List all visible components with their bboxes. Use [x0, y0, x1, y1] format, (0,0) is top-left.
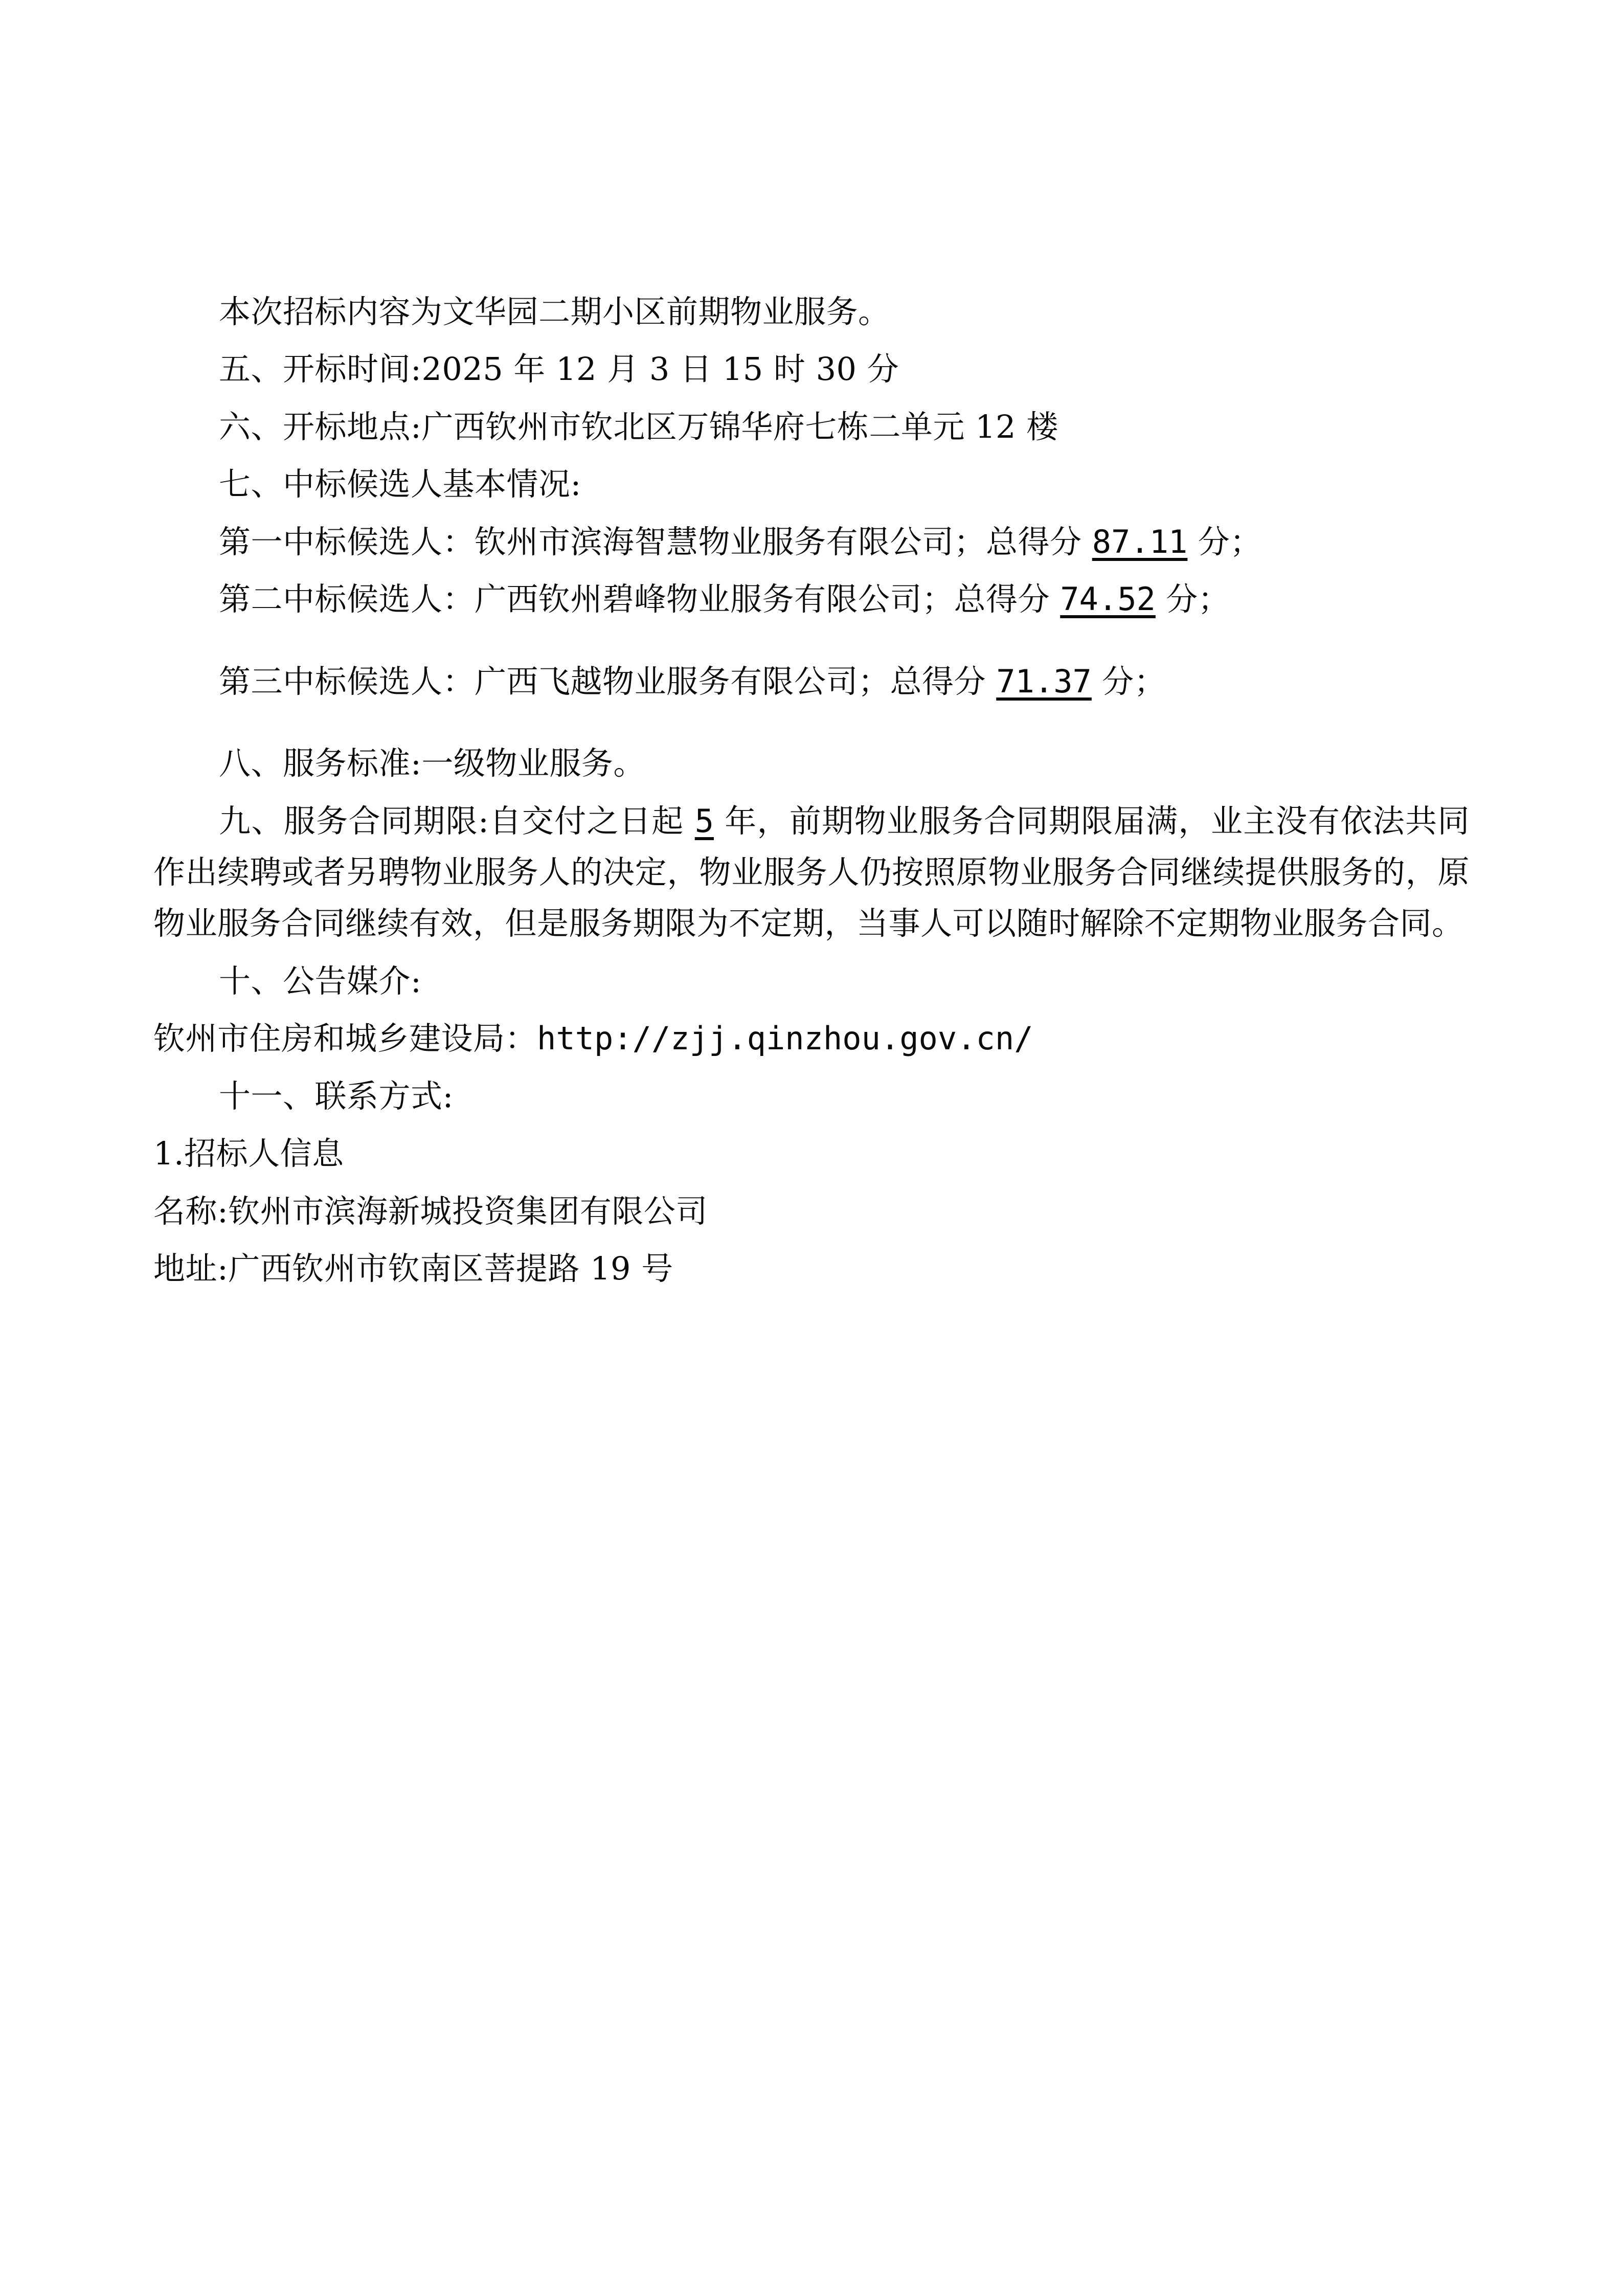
bid-opening-place: 六、开标地点:广西钦州市钦北区万锦华府七栋二单元 12 楼 [219, 408, 1058, 445]
candidate-first-suffix: 分； [1187, 523, 1262, 560]
contract-term-years: 5 [694, 802, 714, 840]
media-url[interactable]: http://zjj.qinzhou.gov.cn/ [537, 1020, 1033, 1057]
candidate-second-score: 74.52 [1060, 580, 1156, 618]
scope-paragraph: 本次招标内容为文华园二期小区前期物业服务。 [219, 293, 890, 330]
candidate-second-prefix: 第二中标候选人：广西钦州碧峰物业服务有限公司；总得分 [219, 580, 1061, 618]
media-label: 钦州市住房和城乡建设局： [153, 1020, 537, 1057]
candidate-first-score: 87.11 [1092, 523, 1188, 560]
tenderer-name: 名称:钦州市滨海新城投资集团有限公司 [153, 1192, 708, 1230]
contract-term-prefix: 九、服务合同期限:自交付之日起 [219, 802, 695, 840]
candidates-heading: 七、中标候选人基本情况: [219, 465, 581, 503]
candidate-third [153, 656, 1470, 707]
service-standard: 八、服务标准:一级物业服务。 [219, 745, 645, 782]
bid-opening-time: 五、开标时间:2025 年 12 月 3 日 15 时 30 分 [219, 350, 899, 388]
candidate-third-score: 71.37 [996, 662, 1092, 700]
candidate-first [153, 516, 1470, 568]
contact-heading: 十一、联系方式: [219, 1077, 454, 1115]
contract-term [153, 796, 1470, 950]
media-line [153, 1013, 1470, 1064]
media-heading: 十、公告媒介: [219, 962, 422, 1000]
candidate-third-suffix: 分； [1091, 662, 1166, 700]
tenderer-section-label: 1.招标人信息 [153, 1135, 344, 1173]
candidate-first-prefix: 第一中标候选人：钦州市滨海智慧物业服务有限公司；总得分 [219, 523, 1092, 560]
document-body [153, 286, 1470, 1294]
candidate-third-prefix: 第三中标候选人：广西飞越物业服务有限公司；总得分 [219, 662, 997, 700]
candidate-second-suffix: 分； [1155, 580, 1230, 618]
candidate-second [153, 574, 1470, 625]
contract-term-suffix: 年，前期物业服务合同期限届满，业主没有依法共同作出续聘或者另聘物业服务人的决定，物业服务人仍按照原物业服务合同继续提供服务的，原物业服务合同继续有效，但是服务期限为不定期，当事人可以随时解除不定期物业服务合同。 [153, 802, 1470, 942]
tenderer-address: 地址:广西钦州市钦南区菩提路 19 号 [153, 1250, 673, 1287]
